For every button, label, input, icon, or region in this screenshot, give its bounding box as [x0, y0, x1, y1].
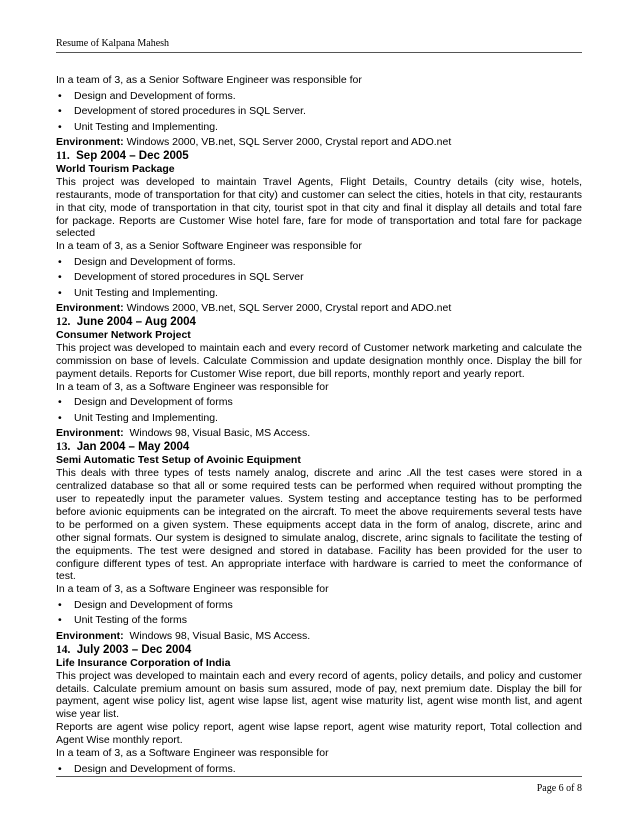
bullet-icon: • — [58, 89, 62, 102]
responsibility-list — [56, 763, 582, 776]
bullet-icon: • — [58, 255, 62, 268]
list-item: • Development of stored procedures in SQL Server. — [58, 105, 306, 117]
list-item: • Unit Testing of the forms — [58, 614, 188, 627]
bullet-icon: • — [58, 105, 62, 117]
bullet-icon: • — [58, 120, 62, 133]
list-item: • Development of stored procedures in SQL Server — [58, 271, 304, 284]
environment-line: Environment: Windows 98, Visual Basic, MS Access. — [56, 427, 311, 440]
bullet-icon: • — [58, 614, 62, 627]
list-item: • Unit Testing and Implementing. — [58, 120, 218, 133]
page-footer — [56, 776, 582, 794]
responsibility-list — [56, 256, 582, 300]
responsibility-list — [56, 599, 582, 627]
project-description: Reports are agent wise policy report, agent wise lapse report, agent wise maturity report, Total collection and Agent Wise monthly report. — [56, 721, 582, 747]
responsibility-list — [56, 396, 582, 424]
responsibility-lead: In a team of 3, as a Software Engineer was responsible for — [56, 583, 329, 596]
project-description: This project was developed to maintain each and every record of agents, policy details, and policy and customer details. Calculate premium amount on basis sum assured, mode of pay, next premium date. Display the bill for payment, agent wise policy list, agent wise lapse list, agent wise maturity list, agent wise month list, and agent wise year list. — [56, 669, 582, 721]
list-item: • Design and Development of forms. — [58, 89, 236, 102]
environment-line: Environment: Windows 2000, VB.net, SQL Server 2000, Crystal report and ADO.net — [56, 136, 452, 148]
bullet-icon: • — [58, 762, 62, 775]
bullet-icon: • — [58, 286, 62, 299]
project-section — [56, 149, 582, 315]
list-item: • Design and Development of forms — [58, 396, 233, 409]
section-heading: 14. July 2003 – Dec 2004 — [56, 643, 192, 656]
project-description: This project was developed to maintain Travel Agents, Flight Details, Country details (city wise, hotels, restaurants, mode of transportation for that city) and customer can select the cities, hotels in that city, restaurants in that city, mode of transportation in that city, tourist spot in that city and final it display all details and total fare for package. Reports are Customer Wise hotel fare, fare for mode of transportation and total fare for package selected — [56, 175, 582, 240]
bullet-icon: • — [58, 411, 62, 424]
responsibility-lead: In a team of 3, as a Software Engineer was responsible for — [56, 747, 329, 760]
responsibility-lead: In a team of 3, as a Senior Software Engineer was responsible for — [56, 240, 362, 253]
project-description: This deals with three types of tests namely analog, discrete and arinc .All the test cases were stored in a centralized database so that all or some required tests can be performed when required without prompting the user to repeatedly input the parameter values. System testing and acceptance testing has to be performed before avionic equipments can be integrated on the aircraft. To meet the above requirements several tests have to be performed on a given system. These equipments accept data in the form of analog, discrete, arinc and other signal formats. Our system is designed to simulate analog, discrete, arinc signals to facilitate the testing of the equipments. The test were designed and stored in database. Facility has been provided for the user to configure different types of test. An appropriate interface with hardware is carried to meet the conformance of test. — [56, 467, 582, 583]
section-heading: 13. Jan 2004 – May 2004 — [56, 441, 190, 454]
bullet-icon: • — [58, 396, 62, 409]
list-item: • Design and Development of forms — [58, 598, 233, 611]
page-header: Resume of Kalpana Mahesh — [56, 38, 582, 53]
project-description: This project was developed to maintain each and every record of Customer network marketing and calculate the commission on base of levels. Calculate Commission and update designation monthly once. Display the bill for payment details. Reports for Customer Wise report, due bill reports, monthly report and yearly report. — [56, 342, 582, 380]
list-item: • Design and Development of forms. — [58, 255, 236, 268]
page-number: Page 6 of 8 — [536, 783, 582, 794]
project-title: World Tourism Package — [56, 162, 175, 175]
project-title: Semi Automatic Test Setup of Avoinic Equipment — [56, 454, 301, 467]
environment-line: Environment: Windows 98, Visual Basic, MS Access. — [56, 629, 311, 642]
project-section — [56, 440, 582, 642]
list-item: • Unit Testing and Implementing. — [58, 411, 218, 424]
bullet-icon: • — [58, 271, 62, 284]
bullet-icon: • — [58, 598, 62, 611]
environment-line: Environment: Windows 2000, VB.net, SQL Server 2000, Crystal report and ADO.net — [56, 302, 452, 315]
list-item: • Unit Testing and Implementing. — [58, 286, 218, 299]
page-content — [56, 74, 582, 778]
responsibility-lead: In a team of 3, as a Software Engineer was responsible for — [56, 380, 329, 393]
project-section — [56, 315, 582, 440]
section-heading: 11. Sep 2004 – Dec 2005 — [56, 149, 189, 162]
responsibility-list — [56, 90, 582, 134]
project-section — [56, 643, 582, 776]
project-title: Life Insurance Corporation of India — [56, 656, 231, 669]
intro-block — [56, 74, 582, 149]
project-title: Consumer Network Project — [56, 329, 191, 342]
section-heading: 12. June 2004 – Aug 2004 — [56, 316, 196, 329]
responsibility-lead: In a team of 3, as a Senior Software Engineer was responsible for — [56, 74, 362, 86]
list-item: • Design and Development of forms. — [58, 762, 236, 775]
